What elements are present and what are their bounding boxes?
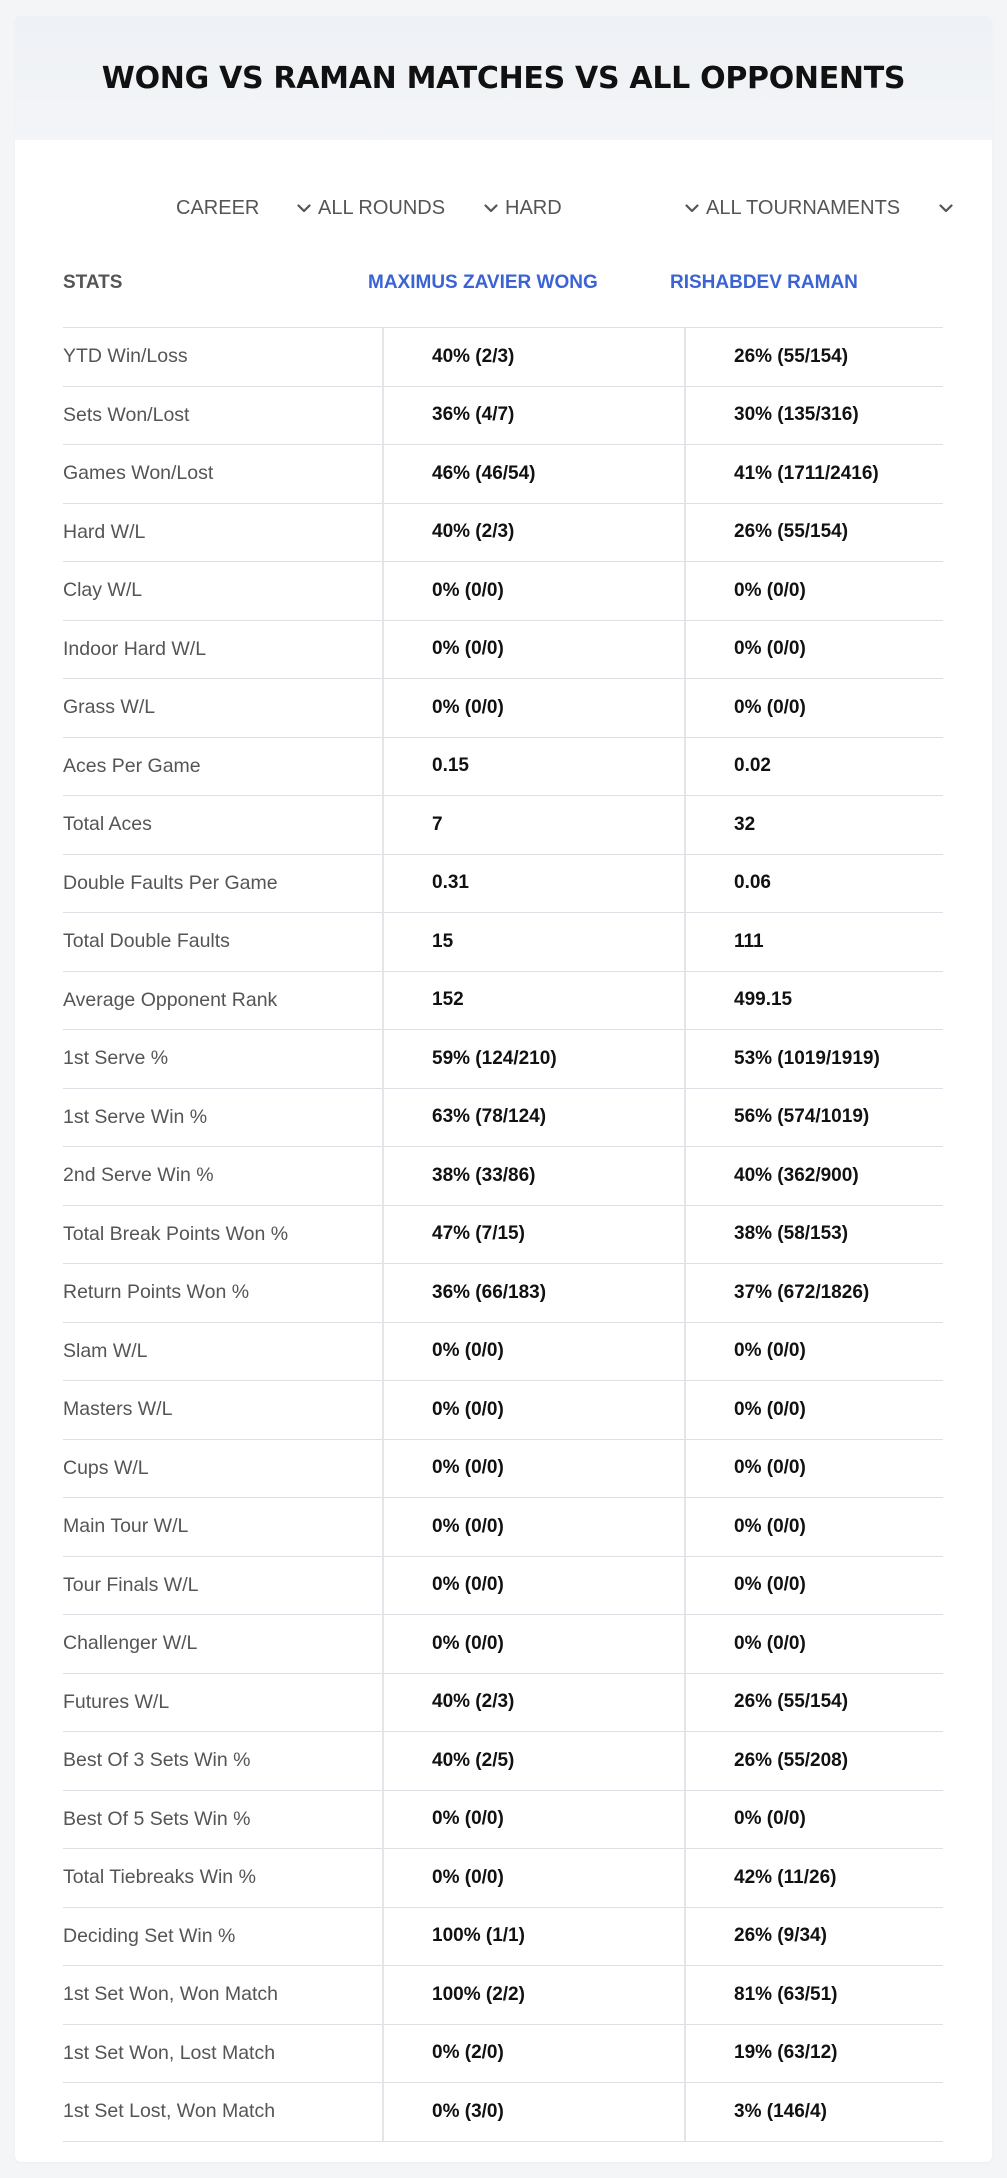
filter-tournaments-select[interactable] — [706, 188, 955, 228]
column-divider — [684, 1264, 686, 1323]
column-divider — [382, 328, 384, 387]
table-row — [63, 913, 943, 972]
stat-label: Masters W/L — [63, 1398, 173, 1421]
stat-label: Cups W/L — [63, 1456, 149, 1479]
player1-value: 0% (0/0) — [432, 1808, 504, 1830]
player2-value: 26% (55/154) — [734, 521, 849, 543]
stat-label: 1st Set Won, Won Match — [63, 1983, 278, 2006]
column-divider — [684, 1908, 686, 1967]
table-row — [63, 1498, 943, 1557]
player1-value: 0% (0/0) — [432, 1866, 504, 1888]
column-divider — [382, 504, 384, 563]
column-divider — [382, 855, 384, 914]
player2-value: 0% (0/0) — [734, 1632, 806, 1654]
column-divider — [382, 387, 384, 446]
column-divider — [382, 738, 384, 797]
player1-value: 0.31 — [432, 872, 469, 894]
column-divider — [684, 1323, 686, 1382]
table-row — [63, 1849, 943, 1908]
stat-label: 1st Set Lost, Won Match — [63, 2100, 276, 2123]
stat-label: Challenger W/L — [63, 1632, 198, 1655]
stat-label: Indoor Hard W/L — [63, 637, 207, 660]
column-divider — [684, 562, 686, 621]
filter-rounds-select[interactable] — [318, 188, 500, 228]
stat-label: 1st Serve Win % — [63, 1105, 208, 1128]
table-row — [63, 1147, 943, 1206]
stat-label: 1st Set Won, Lost Match — [63, 2041, 276, 2064]
table-row — [63, 1674, 943, 1733]
player1-value: 152 — [432, 989, 464, 1011]
column-divider — [382, 2083, 384, 2142]
player2-value: 0% (0/0) — [734, 1808, 806, 1830]
column-divider — [684, 1498, 686, 1557]
player2-value: 26% (55/154) — [734, 1691, 849, 1713]
column-divider — [684, 855, 686, 914]
player1-value: 0% (0/0) — [432, 1398, 504, 1420]
player1-value: 100% (2/2) — [432, 1983, 525, 2005]
stat-label: Double Faults Per Game — [63, 871, 278, 894]
stat-label: 2nd Serve Win % — [63, 1164, 214, 1187]
column-divider — [382, 1147, 384, 1206]
column-divider — [382, 445, 384, 504]
column-divider — [684, 738, 686, 797]
column-divider — [382, 1732, 384, 1791]
table-row — [63, 1557, 943, 1616]
column-divider — [382, 1615, 384, 1674]
column-divider — [382, 1440, 384, 1499]
player2-value: 42% (11/26) — [734, 1866, 837, 1888]
player1-value: 0% (0/0) — [432, 1340, 504, 1362]
filter-surface-select[interactable] — [505, 188, 701, 228]
player2-value: 0% (0/0) — [734, 1515, 806, 1537]
player1-column-header[interactable]: MAXIMUS ZAVIER WONG — [368, 272, 598, 293]
stat-label: YTD Win/Loss — [63, 345, 188, 368]
player2-value: 81% (63/51) — [734, 1983, 838, 2005]
player1-value: 38% (33/86) — [432, 1164, 536, 1186]
stat-label: Games Won/Lost — [63, 462, 214, 485]
player1-value: 40% (2/5) — [432, 1749, 515, 1771]
player2-value: 56% (574/1019) — [734, 1106, 870, 1128]
column-divider — [684, 1557, 686, 1616]
column-divider — [684, 1206, 686, 1265]
chevron-down-icon — [295, 199, 313, 217]
stat-label: Total Break Points Won % — [63, 1222, 289, 1245]
table-row — [63, 796, 943, 855]
player2-value: 40% (362/900) — [734, 1164, 859, 1186]
column-divider — [382, 1264, 384, 1323]
table-row — [63, 1264, 943, 1323]
player1-value: 0% (0/0) — [432, 1574, 504, 1596]
table-row — [63, 445, 943, 504]
table-row — [63, 1908, 943, 1967]
player1-value: 36% (4/7) — [432, 404, 515, 426]
column-divider — [684, 387, 686, 446]
column-divider — [684, 1966, 686, 2025]
column-divider — [382, 1206, 384, 1265]
column-divider — [684, 796, 686, 855]
player1-value: 59% (124/210) — [432, 1047, 557, 1069]
column-divider — [684, 1615, 686, 1674]
table-row — [63, 972, 943, 1031]
stat-label: Clay W/L — [63, 579, 143, 602]
table-row — [63, 1089, 943, 1148]
column-divider — [382, 2025, 384, 2084]
column-divider — [382, 1674, 384, 1733]
player2-value: 0% (0/0) — [734, 1398, 806, 1420]
table-body — [63, 328, 943, 2142]
player1-value: 47% (7/15) — [432, 1223, 525, 1245]
filter-period-value: CAREER — [176, 196, 260, 219]
table-header — [63, 246, 943, 328]
table-row — [63, 1440, 943, 1499]
player1-value: 0% (0/0) — [432, 579, 504, 601]
stat-label: Tour Finals W/L — [63, 1573, 199, 1596]
table-row — [63, 621, 943, 680]
filter-rounds-value: ALL ROUNDS — [318, 196, 446, 219]
player2-value: 30% (135/316) — [734, 404, 859, 426]
column-divider — [684, 679, 686, 738]
stat-label: Futures W/L — [63, 1690, 170, 1713]
player1-value: 100% (1/1) — [432, 1925, 525, 1947]
player1-value: 0% (0/0) — [432, 1515, 504, 1537]
stat-label: Best Of 5 Sets Win % — [63, 1807, 251, 1830]
column-divider — [684, 1791, 686, 1850]
page-title: WONG VS RAMAN MATCHES VS ALL OPPONENTS — [101, 60, 906, 96]
player2-value: 0% (0/0) — [734, 1457, 806, 1479]
column-divider — [382, 796, 384, 855]
player2-value: 0% (0/0) — [734, 638, 806, 660]
column-divider — [684, 1440, 686, 1499]
column-divider — [684, 621, 686, 680]
column-divider — [382, 1966, 384, 2025]
player1-value: 40% (2/3) — [432, 1691, 515, 1713]
player2-value: 0% (0/0) — [734, 579, 806, 601]
column-divider — [684, 445, 686, 504]
stat-label: Grass W/L — [63, 696, 156, 719]
player1-value: 0% (0/0) — [432, 1457, 504, 1479]
table-row — [63, 2025, 943, 2084]
player1-value: 0% (0/0) — [432, 1632, 504, 1654]
column-divider — [382, 1323, 384, 1382]
card-header — [15, 16, 992, 140]
table-row — [63, 1030, 943, 1089]
chevron-down-icon — [937, 199, 955, 217]
column-divider — [684, 1849, 686, 1908]
stats-card — [15, 16, 992, 2162]
player2-value: 41% (1711/2416) — [734, 462, 879, 484]
player2-value: 0.06 — [734, 872, 771, 894]
player2-value: 32 — [734, 813, 756, 835]
player2-value: 0.02 — [734, 755, 771, 777]
column-divider — [684, 1089, 686, 1148]
column-divider — [382, 1030, 384, 1089]
stats-table — [63, 246, 943, 2142]
player2-value: 53% (1019/1919) — [734, 1047, 880, 1069]
column-divider — [382, 679, 384, 738]
player2-value: 26% (55/208) — [734, 1749, 849, 1771]
stat-label: 1st Serve % — [63, 1047, 169, 1070]
player2-value: 19% (63/12) — [734, 2042, 838, 2064]
column-divider — [684, 2025, 686, 2084]
column-divider — [382, 1089, 384, 1148]
column-divider — [382, 1557, 384, 1616]
player1-value: 0% (3/0) — [432, 2100, 504, 2122]
chevron-down-icon — [683, 199, 701, 217]
stats-column-header: STATS — [63, 272, 123, 293]
table-row — [63, 738, 943, 797]
stat-label: Aces Per Game — [63, 754, 201, 777]
column-divider — [684, 1030, 686, 1089]
filter-period-select[interactable] — [176, 188, 313, 228]
table-row — [63, 1732, 943, 1791]
column-divider — [684, 1732, 686, 1791]
table-row — [63, 1791, 943, 1850]
player1-value: 0.15 — [432, 755, 469, 777]
table-row — [63, 679, 943, 738]
player1-value: 0% (0/0) — [432, 696, 504, 718]
table-row — [63, 1323, 943, 1382]
column-divider — [684, 1674, 686, 1733]
player1-value: 40% (2/3) — [432, 345, 515, 367]
player2-value: 3% (146/4) — [734, 2100, 827, 2122]
table-row — [63, 855, 943, 914]
player1-value: 0% (2/0) — [432, 2042, 504, 2064]
column-divider — [684, 1147, 686, 1206]
column-divider — [684, 972, 686, 1031]
table-row — [63, 328, 943, 387]
column-divider — [382, 1908, 384, 1967]
stat-label: Total Tiebreaks Win % — [63, 1866, 256, 1889]
table-row — [63, 504, 943, 563]
stat-label: Main Tour W/L — [63, 1515, 189, 1538]
stat-label: Slam W/L — [63, 1339, 148, 1362]
table-row — [63, 2083, 943, 2142]
player2-column-header[interactable]: RISHABDEV RAMAN — [670, 272, 858, 293]
stat-label: Return Points Won % — [63, 1281, 250, 1304]
column-divider — [382, 972, 384, 1031]
player2-value: 111 — [734, 930, 764, 952]
stat-label: Total Aces — [63, 813, 152, 836]
stat-label: Total Double Faults — [63, 930, 230, 953]
column-divider — [684, 328, 686, 387]
stat-label: Average Opponent Rank — [63, 988, 278, 1011]
stat-label: Sets Won/Lost — [63, 403, 190, 426]
table-row — [63, 1381, 943, 1440]
filter-surface-value: HARD — [505, 196, 562, 219]
column-divider — [382, 621, 384, 680]
table-row — [63, 1206, 943, 1265]
player2-value: 38% (58/153) — [734, 1223, 849, 1245]
column-divider — [382, 562, 384, 621]
column-divider — [382, 1791, 384, 1850]
filter-tournaments-value: ALL TOURNAMENTS — [706, 196, 901, 219]
player1-value: 7 — [432, 813, 443, 835]
player2-value: 37% (672/1826) — [734, 1281, 870, 1303]
column-divider — [684, 504, 686, 563]
table-row — [63, 562, 943, 621]
column-divider — [382, 913, 384, 972]
column-divider — [684, 2083, 686, 2142]
stat-label: Hard W/L — [63, 520, 146, 543]
column-divider — [382, 1849, 384, 1908]
chevron-down-icon — [482, 199, 500, 217]
table-row — [63, 1615, 943, 1674]
player1-value: 0% (0/0) — [432, 638, 504, 660]
filter-bar — [15, 188, 992, 228]
column-divider — [382, 1498, 384, 1557]
column-divider — [684, 1381, 686, 1440]
player2-value: 0% (0/0) — [734, 1340, 806, 1362]
column-divider — [684, 913, 686, 972]
player1-value: 15 — [432, 930, 454, 952]
stat-label: Deciding Set Win % — [63, 1924, 236, 1947]
player2-value: 26% (55/154) — [734, 345, 849, 367]
player1-value: 40% (2/3) — [432, 521, 515, 543]
player2-value: 499.15 — [734, 989, 793, 1011]
player2-value: 0% (0/0) — [734, 696, 806, 718]
player2-value: 0% (0/0) — [734, 1574, 806, 1596]
player1-value: 36% (66/183) — [432, 1281, 547, 1303]
column-divider — [382, 1381, 384, 1440]
stat-label: Best Of 3 Sets Win % — [63, 1749, 251, 1772]
player1-value: 63% (78/124) — [432, 1106, 547, 1128]
table-row — [63, 387, 943, 446]
player2-value: 26% (9/34) — [734, 1925, 827, 1947]
player1-value: 46% (46/54) — [432, 462, 536, 484]
table-row — [63, 1966, 943, 2025]
